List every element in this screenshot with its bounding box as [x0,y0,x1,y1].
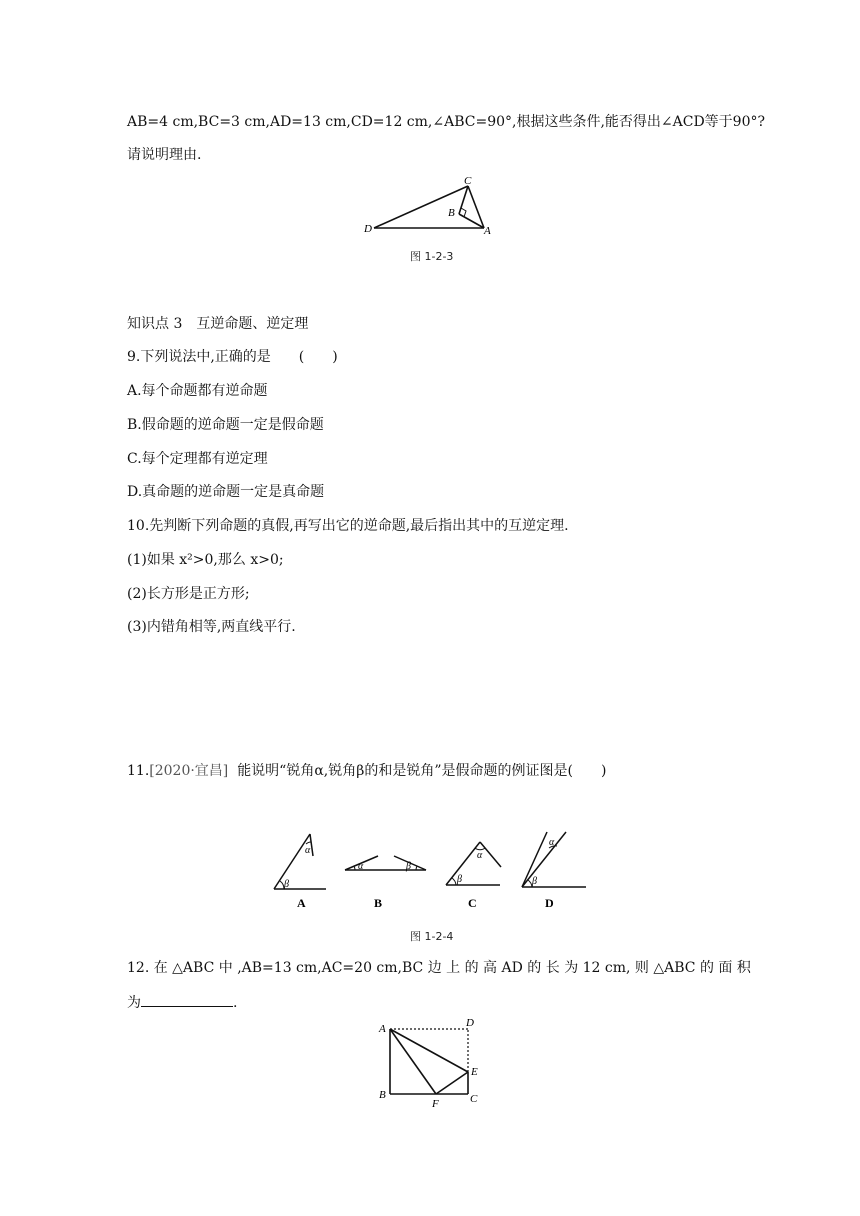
label-A: A [379,1023,386,1035]
q10-item-2: (2)长方形是正方形; [127,586,250,602]
label-E: E [471,1066,478,1078]
q12-text-line1: 12. 在 △ABC 中 ,AB=13 cm,AC=20 cm,BC 边 上 的 高 AD 的 长 为 12 cm, 则 △ABC 的 面 积 [127,960,751,976]
q9-option-a: A.每个命题都有逆命题 [127,383,268,399]
label-D: D [364,223,372,235]
segment-AF [390,1029,436,1094]
label-B: B [448,207,455,219]
figure-1-2-3 [360,172,500,238]
option-c-label: C [468,896,477,910]
q9-option-d: D.真命题的逆命题一定是真命题 [127,484,325,500]
q11-source: [2020·宜昌] [149,763,229,779]
q9-stem: 9.下列说法中,正确的是 ( ) [127,349,338,365]
option-a-beta: β [284,879,289,890]
figure-1-2-4 [264,826,594,914]
q8-text-line1: AB=4 cm,BC=3 cm,AD=13 cm,CD=12 cm,∠ABC=90°,根据这些条件,能否得出∠ACD等于90°? [127,114,766,130]
option-d-label: D [545,896,554,910]
option-d-beta: β [532,876,537,887]
figure-rectangle-abcd [376,1014,486,1110]
segment-FE [436,1072,468,1094]
q9-option-b: B.假命题的逆命题一定是假命题 [127,417,324,433]
q11-line [127,761,606,781]
q10-item-1: (1)如果 x²>0,那么 x>0; [127,552,284,568]
option-d-alpha: α [549,837,555,848]
option-a-diagram [274,834,326,889]
answer-blank [141,992,233,1007]
q8-text-line2: 请说明理由. [127,147,202,163]
option-b-beta: β [406,861,411,872]
option-c-beta: β [457,874,462,885]
label-A: A [484,225,491,237]
option-b-alpha: α [358,861,364,872]
figure-1-2-4-caption: 图 1-2-4 [410,930,454,943]
label-D: D [466,1017,474,1029]
q12-text-line2 [127,992,237,1013]
figure-1-2-3-caption: 图 1-2-3 [410,250,454,263]
label-C: C [464,175,472,187]
label-C: C [470,1093,478,1105]
label-B: B [379,1089,386,1101]
option-a-label: A [297,896,306,910]
option-b-label: B [374,896,383,910]
label-F: F [432,1098,439,1110]
option-c-diagram [446,842,501,885]
q11-stem: 能说明“锐角α,锐角β的和是锐角”是假命题的例证图是( ) [237,763,607,779]
q10-item-3: (3)内错角相等,两直线平行. [127,619,296,635]
option-c-alpha: α [477,850,483,861]
q10-stem: 10.先判断下列命题的真假,再写出它的逆命题,最后指出其中的互逆定理. [127,518,569,534]
q12-prefix: 为 [127,995,141,1011]
q9-option-c: C.每个定理都有逆定理 [127,451,268,467]
section-heading: 知识点 3 互逆命题、逆定理 [127,316,309,332]
q12-suffix: . [233,995,238,1011]
option-a-alpha: α [305,845,311,856]
segment-CA [468,186,484,228]
q11-number: 11. [127,763,150,779]
segment-AE [390,1029,468,1072]
